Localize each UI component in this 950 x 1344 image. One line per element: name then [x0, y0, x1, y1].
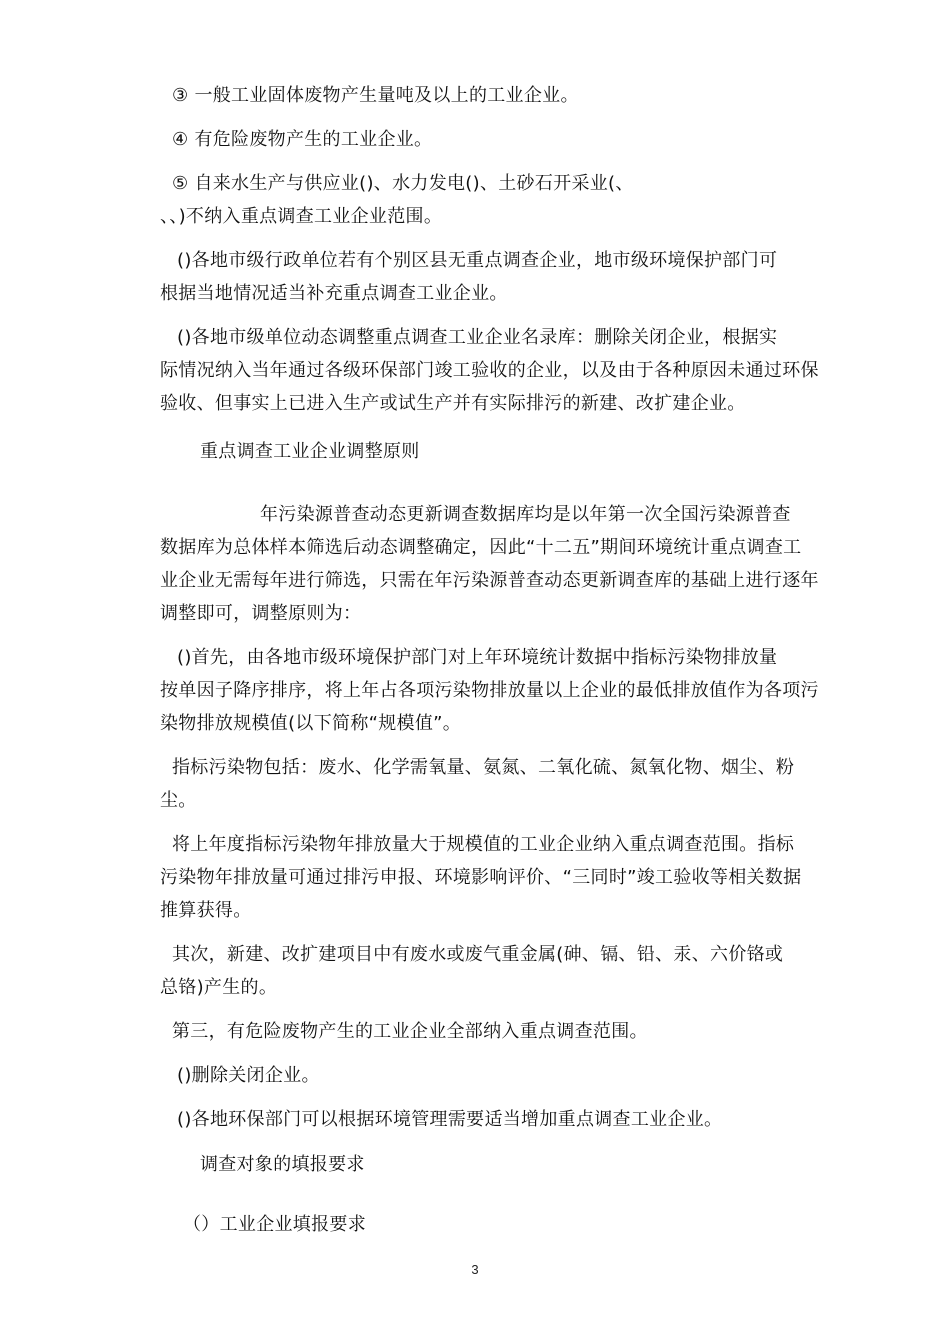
section-heading-requirements: 调查对象的填报要求	[200, 1154, 365, 1175]
paragraph-delete: ()删除关闭企业。	[177, 1065, 320, 1086]
paragraph-first-line-2: 按单因子降序排序，将上年占各项污染物排放量以上企业的最低排放值作为各项污	[160, 680, 819, 701]
paragraph-third: 第三，有危险废物产生的工业企业全部纳入重点调查范围。	[172, 1021, 648, 1042]
paragraph-dynamic-line-3: 验收、但事实上已进入生产或试生产并有实际排污的新建、改扩建企业。	[160, 393, 746, 414]
paragraph-include-line-2: 污染物年排放量可通过排污申报、环境影响评价、“三同时”竣工验收等相关数据	[160, 867, 802, 888]
list-item-3: ③ 一般工业固体废物产生量吨及以上的工业企业。	[172, 85, 579, 106]
section-heading-principle: 重点调查工业企业调整原则	[200, 441, 420, 462]
paragraph-dynamic-line-2: 际情况纳入当年通过各级环保部门竣工验收的企业，以及由于各种原因未通过环保	[160, 360, 819, 381]
list-item-4: ④ 有危险废物产生的工业企业。	[172, 129, 433, 150]
paragraph-include-line-1: 将上年度指标污染物年排放量大于规模值的工业企业纳入重点调查范围。指标	[172, 834, 795, 855]
paragraph-supplement-line-1: ()各地市级行政单位若有个别区县无重点调查企业，地市级环境保护部门可	[177, 250, 778, 271]
sub-heading-industrial: （）工业企业填报要求	[183, 1214, 366, 1235]
paragraph-pollutants-line-2: 尘。	[160, 790, 197, 811]
paragraph-second-line-2: 总铬)产生的。	[160, 977, 278, 998]
paragraph-first-line-1: ()首先，由各地市级环境保护部门对上年环境统计数据中指标污染物排放量	[177, 647, 778, 668]
paragraph-second-line-1: 其次，新建、改扩建项目中有废水或废气重金属(砷、镉、铅、汞、六价铬或	[172, 944, 784, 965]
paragraph-first-line-3: 染物排放规模值(以下简称“规模值”。	[160, 713, 462, 734]
paragraph-census-line-4: 调整即可，调整原则为：	[160, 603, 362, 624]
paragraph-census-line-2: 数据库为总体样本筛选后动态调整确定，因此“十二五”期间环境统计重点调查工	[160, 537, 802, 558]
page-number: 3	[471, 1262, 479, 1277]
paragraph-dynamic-line-1: ()各地市级单位动态调整重点调查工业企业名录库：删除关闭企业，根据实	[177, 327, 778, 348]
paragraph-add: ()各地环保部门可以根据环境管理需要适当增加重点调查工业企业。	[177, 1109, 723, 1130]
paragraph-pollutants-line-1: 指标污染物包括：废水、化学需氧量、氨氮、二氧化硫、氮氧化物、烟尘、粉	[172, 757, 795, 778]
list-item-5-line-2: 、、)不纳入重点调查工业企业范围。	[160, 206, 443, 227]
paragraph-census-line-3: 业企业无需每年进行筛选，只需在年污染源普查动态更新调查库的基础上进行逐年	[160, 570, 819, 591]
paragraph-include-line-3: 推算获得。	[160, 900, 252, 921]
paragraph-supplement-line-2: 根据当地情况适当补充重点调查工业企业。	[160, 283, 508, 304]
list-item-5-line-1: ⑤ 自来水生产与供应业()、水力发电()、土砂石开采业(、	[172, 173, 634, 194]
paragraph-census-line-1: 年污染源普查动态更新调查数据库均是以年第一次全国污染源普查	[260, 504, 791, 525]
